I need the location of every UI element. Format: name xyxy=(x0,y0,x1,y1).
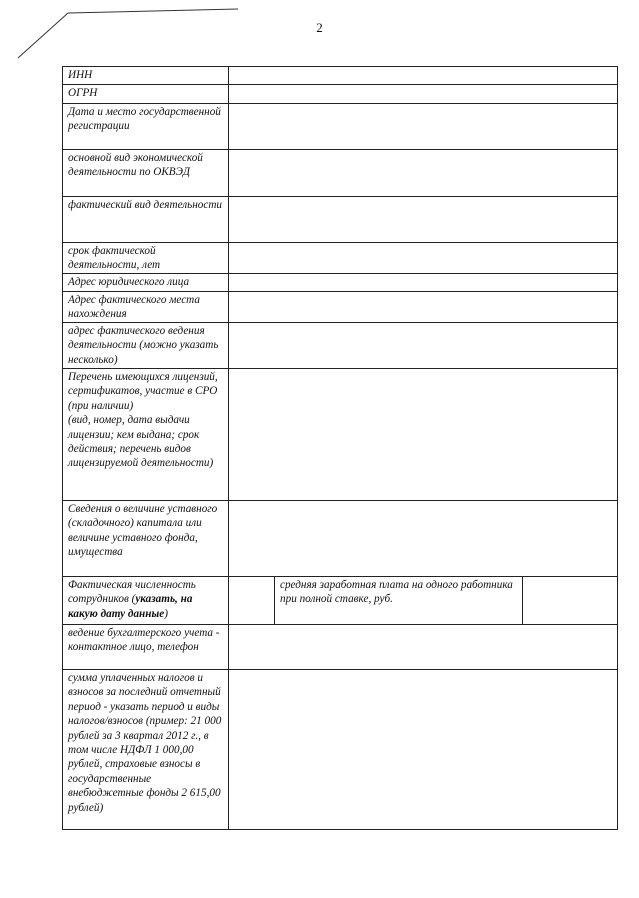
form-row-licenses xyxy=(63,369,618,501)
form-row-inn xyxy=(63,67,618,85)
form-row-business-address xyxy=(63,323,618,369)
page-number: 2 xyxy=(316,20,323,35)
field-value-okved[interactable] xyxy=(229,150,618,197)
form-row-accounting xyxy=(63,625,618,670)
field-label-business-address: адрес фактического ведения деятельности (можно указать несколько) xyxy=(63,323,229,369)
form-row-capital xyxy=(63,501,618,577)
field-label-capital: Сведения о величине уставного (складочного) капитала или величине уставного фонда, имущества xyxy=(63,501,229,577)
field-label-headcount xyxy=(63,577,229,625)
field-value-ogrn[interactable] xyxy=(229,85,618,104)
form-row-actual-activity xyxy=(63,197,618,243)
field-label-legal-address: Адрес юридического лица xyxy=(63,274,229,292)
form-row-legal-address xyxy=(63,274,618,292)
field-label-okved: основной вид экономической деятельности по ОКВЭД xyxy=(63,150,229,197)
headcount-label-end: ) xyxy=(164,607,168,620)
form-row-registration xyxy=(63,104,618,150)
field-value-inn[interactable] xyxy=(229,67,618,85)
field-label-licenses: Перечень имеющихся лицензий, сертификатов, участие в СРО (при наличии) (вид, номер, дата выдачи лицензии; кем выдана; срок действия; перечень видов лицензируемой деятельности) xyxy=(63,369,229,501)
field-value-taxes[interactable] xyxy=(229,670,618,830)
field-label-taxes: сумма уплаченных налогов и взносов за последний отчетный период - указать период и виды налогов/взносов (пример: 21 000 рублей за 3 квартал 2012 г., в том числе НДФЛ 1 000,00 рублей, страховые взносы в государственные внебюджетные фонды 2 615,00 рублей) xyxy=(63,670,229,830)
form-row-okved xyxy=(63,150,618,197)
form-row-taxes xyxy=(63,670,618,830)
field-value-accounting[interactable] xyxy=(229,625,618,670)
field-label-activity-term: срок фактической деятельности, лет xyxy=(63,243,229,274)
field-value-activity-term[interactable] xyxy=(229,243,618,274)
form-row-headcount xyxy=(63,577,618,625)
form-row-activity-term xyxy=(63,243,618,274)
field-label-actual-activity: фактический вид деятельности xyxy=(63,197,229,243)
field-value-actual-address[interactable] xyxy=(229,292,618,323)
field-value-legal-address[interactable] xyxy=(229,274,618,292)
field-label-registration: Дата и место государственной регистрации xyxy=(63,104,229,150)
headcount-label-date-note: указать, на какую дату данные xyxy=(68,593,193,620)
field-value-registration[interactable] xyxy=(229,104,618,150)
field-label-avg-salary: средняя заработная плата на одного работника при полной ставке, руб. xyxy=(275,577,523,625)
form-row-actual-address xyxy=(63,292,618,323)
headcount-label-text: Фактическая численность сотрудников ( xyxy=(68,579,196,606)
field-value-actual-activity[interactable] xyxy=(229,197,618,243)
field-value-business-address[interactable] xyxy=(229,323,618,369)
company-info-form-table xyxy=(62,66,618,830)
field-label-ogrn: ОГРН xyxy=(63,85,229,104)
field-value-headcount[interactable] xyxy=(229,577,275,625)
field-label-inn: ИНН xyxy=(63,67,229,85)
field-label-actual-address: Адрес фактического места нахождения xyxy=(63,292,229,323)
field-value-licenses[interactable] xyxy=(229,369,618,501)
field-value-avg-salary[interactable] xyxy=(523,577,618,625)
field-value-capital[interactable] xyxy=(229,501,618,577)
field-label-accounting: ведение бухгалтерского учета - контактное лицо, телефон xyxy=(63,625,229,670)
form-row-ogrn xyxy=(63,85,618,104)
